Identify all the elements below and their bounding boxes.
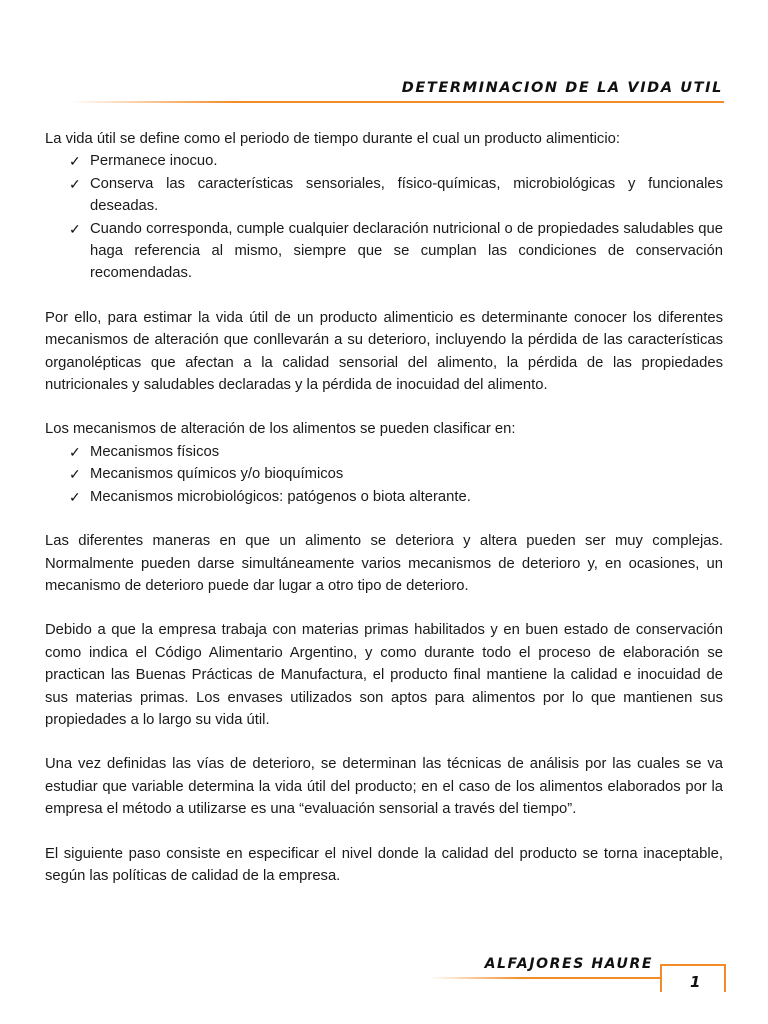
check-icon: ✓ xyxy=(69,466,81,483)
list-item: ✓ Mecanismos microbiológicos: patógenos o biota alterante. xyxy=(90,486,723,508)
paragraph-deterioration: Las diferentes maneras en que un alimento se deteriora y altera pueden ser muy complejas. Normalmente pueden darse simultáneamente varios mecanismos de deterioro y, en ocasiones, un mecanismo de deterioro puede dar lugar a otro tipo de deterioro. xyxy=(45,533,723,594)
intro-paragraph: La vida útil se define como el periodo de tiempo durante el cual un producto alimenticio: xyxy=(45,131,620,147)
check-icon: ✓ xyxy=(69,220,81,237)
check-icon: ✓ xyxy=(69,443,81,460)
shelf-life-criteria-list xyxy=(45,150,723,284)
footer-divider xyxy=(430,977,660,979)
page-header-title: DETERMINACION DE LA VIDA UTIL xyxy=(401,80,723,96)
paragraph-next-step: El siguiente paso consiste en especificar el nivel donde la calidad del producto se torna inaceptable, según las políticas de calidad de la empresa. xyxy=(45,845,723,884)
document-body xyxy=(45,128,723,887)
mechanisms-list xyxy=(45,441,723,508)
header-divider xyxy=(70,101,724,103)
list-item: ✓ Mecanismos químicos y/o bioquímicos xyxy=(90,463,723,485)
list-item: ✓ Mecanismos físicos xyxy=(90,441,723,463)
paragraph-alteration: Por ello, para estimar la vida útil de un producto alimenticio es determinante conocer los diferentes mecanismos de alteración que conllevarán a su deterioro, incluyendo la pérdida de las características organolépticas que afectan a la calidad sensorial del alimento, la pérdida de las propiedades nutricionales y saludables declaradas y la pérdida de inocuidad del alimento. xyxy=(45,309,723,394)
check-icon: ✓ xyxy=(69,488,81,505)
page-number: 1 xyxy=(690,973,701,991)
list-item: ✓ Conserva las características sensoriales, físico-químicas, microbiológicas y funcionales deseadas. xyxy=(90,173,723,218)
paragraph-analysis: Una vez definidas las vías de deterioro, se determinan las técnicas de análisis por las cuales se va estudiar que variable determina la vida útil del producto; en el caso de los alimentos elaborados por la empresa el método a utilizarse es una “evaluación sensorial a través del tiempo”. xyxy=(45,756,723,818)
list-item: ✓ Cuando corresponda, cumple cualquier declaración nutricional o de propiedades saludables que haga referencia al mismo, siempre que se cumplan las condiciones de conservación recomendadas. xyxy=(90,218,723,285)
mechanisms-intro: Los mecanismos de alteración de los alimentos se pueden clasificar en: xyxy=(45,421,516,438)
paragraph-raw-materials: Debido a que la empresa trabaja con materias primas habilitados y en buen estado de conservación como indica el Código Alimentario Argentino, y como durante todo el proceso de elaboración se practican las Buenas Prácticas de Manufactura, el producto final mantiene la calidad e inocuidad de sus materias primas. Los envases utilizados son aptos para alimentos por lo que mantienen sus propiedades a lo largo su vida útil. xyxy=(45,622,723,728)
check-icon: ✓ xyxy=(69,153,81,170)
footer-brand: ALFAJORES HAURE xyxy=(484,956,653,972)
list-item: ✓ Permanece inocuo. xyxy=(90,150,723,172)
check-icon: ✓ xyxy=(69,175,81,192)
